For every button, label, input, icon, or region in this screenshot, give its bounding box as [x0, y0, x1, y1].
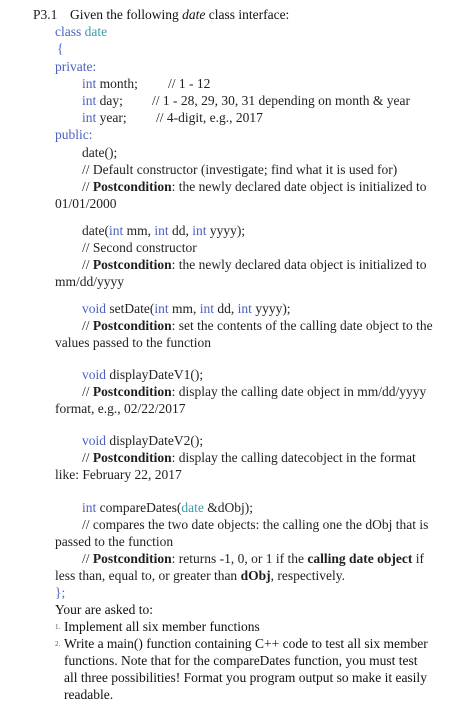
task-line: functions. Note that for the compareDates function, you must test [64, 653, 418, 668]
public-label: public: [55, 127, 93, 142]
task-line: Write a main() function containing C++ code to test all six member [64, 636, 428, 651]
compare-dates-comment-cont: passed to the function [55, 534, 174, 549]
setdate-postcondition-cont: values passed to the function [55, 335, 211, 350]
member-year: int year; [82, 110, 127, 125]
member-day: int day; [82, 93, 123, 108]
compare-dates-comment: // compares the two date objects: the calling one the dObj that is [82, 517, 429, 532]
open-brace: { [57, 41, 64, 56]
member-day-comment: // 1 - 28, 29, 30, 31 depending on month & year [152, 93, 410, 108]
class-declaration: class date [55, 24, 108, 39]
second-constructor: date(int mm, int dd, int yyyy); [82, 223, 246, 238]
display-v1-postcondition: // Postcondition: display the calling date object in mm/dd/yyyy [82, 384, 427, 399]
task-number: 1. [55, 623, 61, 631]
task-line: readable. [64, 687, 114, 702]
default-constructor: date(); [82, 145, 118, 160]
task-line: Implement all six member functions [64, 619, 260, 634]
default-constructor-comment: // Default constructor (investigate; find what it is used for) [82, 162, 398, 177]
compare-dates-postcondition: // Postcondition: returns -1, 0, or 1 if the calling date object if [82, 551, 424, 566]
tasks-intro: Your are asked to: [55, 602, 153, 617]
second-constructor-comment: // Second constructor [82, 240, 197, 255]
compare-dates-postcondition-cont: less than, equal to, or greater than dObj, respectively. [55, 568, 346, 583]
display-v2-declaration: void displayDateV2(); [82, 433, 204, 448]
display-v1-declaration: void displayDateV1(); [82, 367, 204, 382]
problem-number: P3.1 [33, 7, 58, 22]
problem-title: Given the following date class interface: [70, 7, 290, 22]
display-v2-postcondition: // Postcondition: display the calling datecobject in the format [82, 450, 416, 465]
compare-dates-declaration: int compareDates(date &dObj); [82, 500, 253, 515]
task-number: 2. [55, 640, 61, 648]
task-line: all three possibilities! Format you program output so make it easily [64, 670, 427, 685]
setdate-declaration: void setDate(int mm, int dd, int yyyy); [82, 301, 291, 316]
setdate-postcondition: // Postcondition: set the contents of the calling date object to the [82, 318, 433, 333]
default-constructor-postcondition-cont: 01/01/2000 [55, 196, 117, 211]
second-constructor-postcondition: // Postcondition: the newly declared data object is initialized to [82, 257, 427, 272]
display-v2-postcondition-cont: like: February 22, 2017 [55, 467, 182, 482]
default-constructor-postcondition: // Postcondition: the newly declared date object is initialized to [82, 179, 427, 194]
member-year-comment: // 4-digit, e.g., 2017 [156, 110, 263, 125]
second-constructor-postcondition-cont: mm/dd/yyyy [55, 274, 125, 289]
display-v1-postcondition-cont: format, e.g., 02/22/2017 [55, 401, 186, 416]
member-month: int month; [82, 76, 138, 91]
private-label: private: [55, 59, 97, 74]
member-month-comment: // 1 - 12 [168, 76, 211, 91]
close-brace: }; [55, 585, 66, 600]
